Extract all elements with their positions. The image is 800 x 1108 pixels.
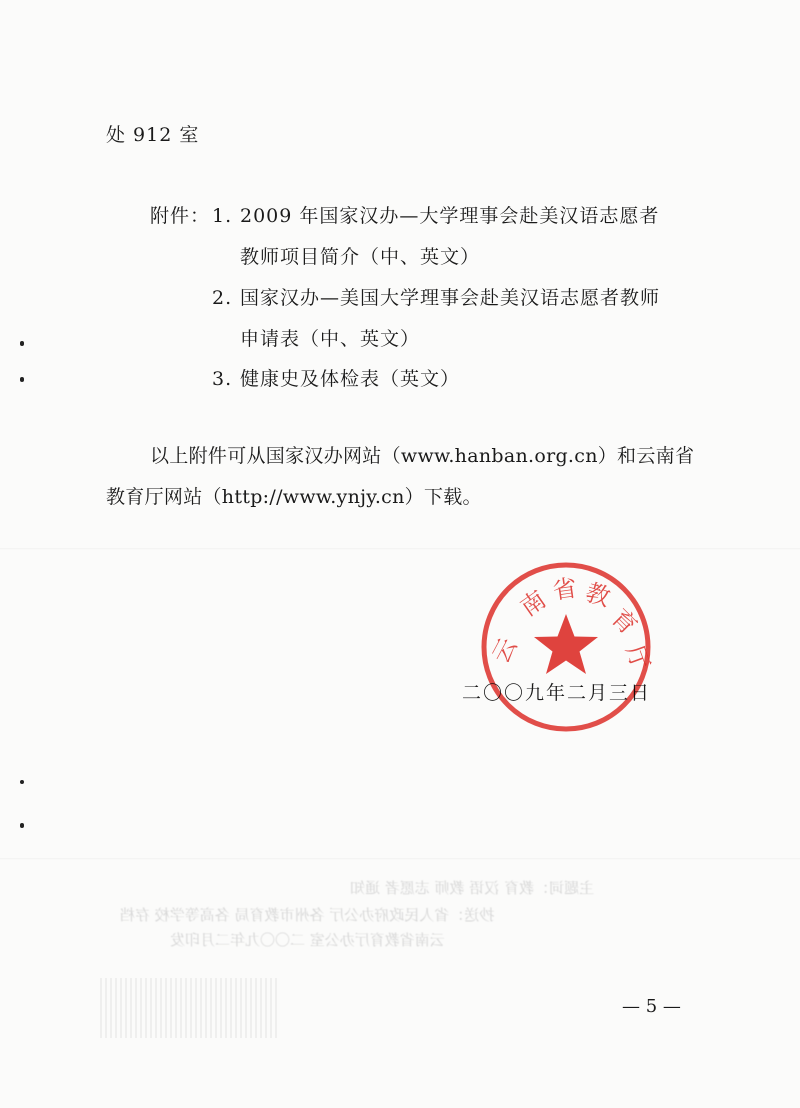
attachment-number: 1. [212,205,233,227]
bleed-through-text: 抄送：省人民政府办公厅 各州市教育局 各高等学校 存档 [120,906,495,924]
binding-hole-mark [20,823,24,828]
attachment-item-2-continued: 申请表（中、英文） [240,328,421,350]
seal-char: 省 [550,573,579,605]
seal-char: 南 [515,585,552,622]
attachment-number: 2. [212,287,233,309]
bleed-through-barcode [100,978,280,1038]
seal-star-icon [534,614,598,674]
binding-hole-mark [20,780,24,784]
bleed-through-text: 主题词：教育 汉语 教师 志愿者 通知 [350,879,595,897]
binding-hole-mark [20,341,24,346]
room-line: 处 912 室 [106,124,200,146]
download-note-line-2: 教育厅网站（http://www.ynjy.cn）下载。 [106,486,482,508]
attachments-label: 附件： [150,205,211,227]
bleed-through-text: 云南省教育厅办公室 二〇〇九年二月印发 [170,931,445,949]
attachment-item-2 [212,285,660,311]
attachment-item-1 [212,203,659,229]
seal-char: 云 [486,633,523,668]
attachment-text: 健康史及体检表（英文） [240,368,461,390]
page-fold [0,858,800,860]
attachment-text: 国家汉办—美国大学理事会赴美汉语志愿者教师 [240,287,661,309]
issue-date: 二〇〇九年二月三日 [462,682,652,704]
attachment-item-1-continued: 教师项目简介（中、英文） [240,246,481,268]
binding-hole-mark [20,377,24,382]
attachment-item-3 [212,366,460,392]
download-note-line-1: 以上附件可从国家汉办网站（www.hanban.org.cn）和云南省 [150,445,695,467]
page-fold [0,548,800,550]
attachment-number: 3. [212,368,233,390]
seal-char: 厅 [620,641,655,674]
page-number: — 5 — [622,996,681,1017]
seal-char: 育 [605,603,643,641]
seal-char: 教 [582,578,614,613]
official-seal [476,557,656,737]
attachment-text: 2009 年国家汉办—大学理事会赴美汉语志愿者 [240,205,660,227]
